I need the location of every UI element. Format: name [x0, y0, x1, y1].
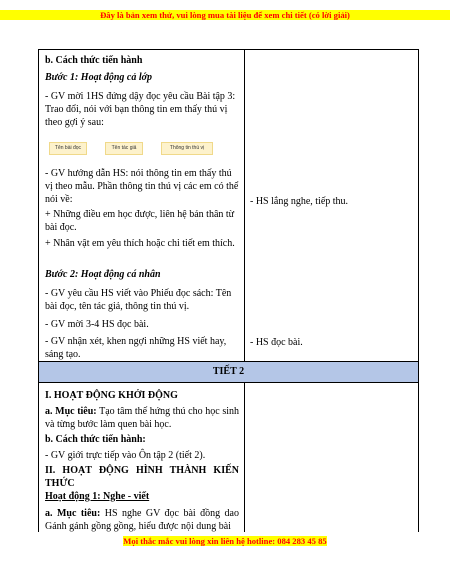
hotline-banner: Mọi thắc mắc vui lòng xin liên hệ hotline: 084 283 45 85 — [123, 536, 327, 546]
student-activity: - HS đọc bài. — [250, 337, 303, 348]
paragraph: + Những điều em học được, liên hệ bản thân từ bài đọc. — [45, 209, 235, 233]
column-divider — [244, 382, 245, 532]
column-divider — [244, 50, 245, 361]
section-heading: b. Cách thức tiến hành — [45, 55, 143, 66]
suggestion-chips — [45, 142, 239, 156]
step-heading: Bước 1: Hoạt động cả lớp — [45, 72, 152, 83]
paragraph: - GV mời 3-4 HS đọc bài. — [45, 319, 149, 330]
section-heading: b. Cách thức tiến hành: — [45, 434, 146, 445]
preview-banner: Đây là bản xem thử, vui lòng mua tài liệu để xem chi tiết (có lời giải) — [0, 10, 450, 20]
section-heading: II. HOẠT ĐỘNG HÌNH THÀNH KIẾN THỨC — [45, 465, 239, 489]
paragraph: - GV nhận xét, khen ngợi những HS viết hay, sáng tạo. — [45, 336, 227, 360]
paragraph: - GV mời 1HS đứng dậy đọc yêu cầu Bài tập 3: Trao đổi, nói với bạn thông tin em thấy thú vị theo gợi ý sau: — [45, 91, 236, 128]
chip: Thông tin thú vị — [161, 142, 213, 155]
section-heading: I. HOẠT ĐỘNG KHỞI ĐỘNG — [45, 390, 178, 401]
paragraph: - GV hướng dẫn HS: nói thông tin em thấy thú vị theo mẫu. Phần thông tin thú vị các em có thể nói về: — [45, 168, 239, 205]
row-divider — [39, 382, 418, 383]
chip: Tên tác giả — [105, 142, 143, 155]
paragraph: + Nhân vật em yêu thích hoặc chi tiết em thích. — [45, 238, 235, 249]
chip: Tên bài đọc — [49, 142, 87, 155]
activity-heading: Hoạt động 1: Nghe - viết — [45, 491, 150, 502]
lesson-table — [38, 49, 419, 532]
paragraph: - GV giới trực tiếp vào Ôn tập 2 (tiết 2). — [45, 450, 206, 461]
goal-paragraph: a. Mục tiêu: Tạo tâm thế hứng thú cho học sinh và từng bước làm quen bài học. — [45, 406, 239, 430]
paragraph: - GV yêu cầu HS viết vào Phiếu đọc sách: Tên bài đọc, tên tác giả, thông tin thú vị. — [45, 288, 232, 312]
step-heading: Bước 2: Hoạt động cá nhân — [45, 269, 161, 280]
goal-paragraph: a. Mục tiêu: HS nghe GV đọc bài đồng dao Gánh gánh gồng gồng, hiểu được nội dung bài — [45, 508, 239, 532]
period-heading: TIẾT 2 — [39, 362, 418, 382]
student-activity: - HS lắng nghe, tiếp thu. — [250, 196, 349, 207]
